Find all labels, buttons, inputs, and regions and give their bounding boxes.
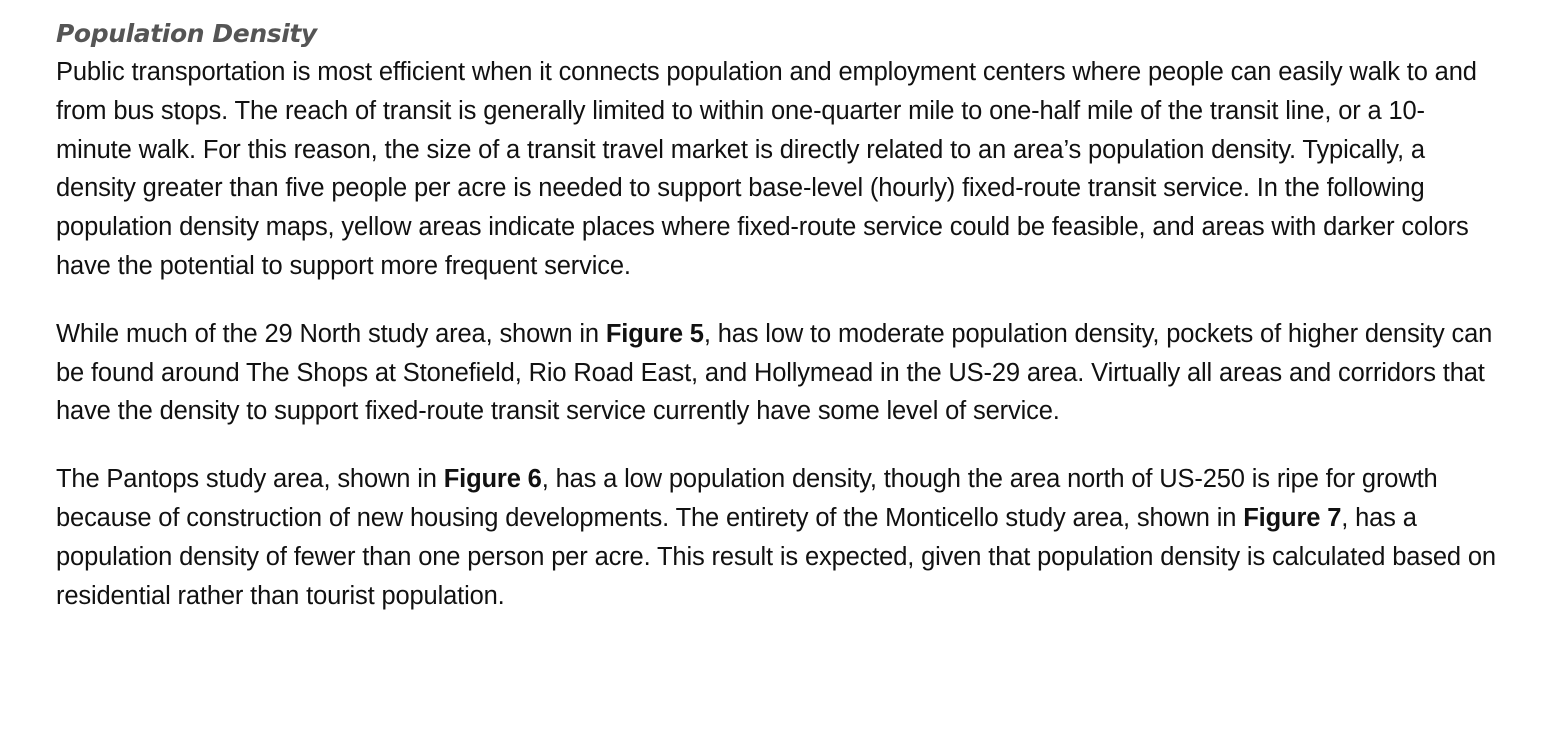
paragraph-3-before: The Pantops study area, shown in [56, 465, 444, 494]
section-heading: Population Density [56, 19, 317, 48]
paragraph-3 [56, 460, 1496, 615]
paragraph-1 [56, 53, 1496, 286]
figure-5-reference: Figure 5 [605, 319, 704, 348]
paragraph-3-after: , has a population density of fewer than one person per acre. This result is expected, given that population density is calculated based on residential rather than tourist population. [56, 503, 1496, 610]
figure-6-reference: Figure 6 [443, 465, 542, 494]
paragraph-2-after: , has low to moderate population density, pockets of higher density can be found around The Shops at Stonefield, Rio Road East, and Hollymead in the US-29 area. Virtually all areas and corridors that have the density to support fixed-route transit service currently have some level of service. [56, 319, 1493, 426]
paragraph-3-middle: , has a low population density, though the area north of US-250 is ripe for growth because of construction of new housing developments. The entirety of the Monticello study area, shown in [56, 465, 1438, 532]
document-page [56, 14, 1496, 615]
figure-7-reference: Figure 7 [1243, 503, 1342, 532]
paragraph-2 [56, 315, 1496, 431]
paragraph-2-before: While much of the 29 North study area, shown in [56, 319, 606, 348]
paragraph-1-text: Public transportation is most efficient when it connects population and employment centers where people can easily walk to and from bus stops. The reach of transit is generally limited to within one-quarter mile to one-half mile of the transit line, or a 10-minute walk. For this reason, the size of a transit travel market is directly related to an area’s population density. Typically, a density greater than five people per acre is needed to support base-level (hourly) fixed-route transit service. In the following population density maps, yellow areas indicate places where fixed-route service could be feasible, and areas with darker colors have the potential to support more frequent service. [56, 58, 1477, 280]
